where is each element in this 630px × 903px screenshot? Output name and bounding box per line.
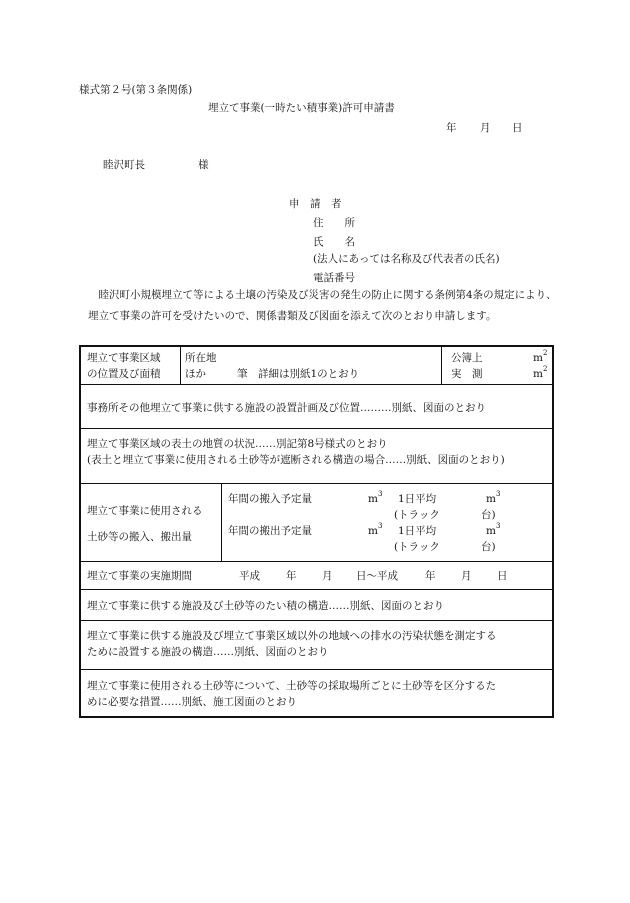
drainage-line1: 埋立て事業に供する施設及び埋立て事業区域以外の地域への排水の汚染状態を測定する: [87, 630, 497, 642]
daily-out-unit: $m^3$: [486, 522, 501, 537]
applicant-heading: 申 請 者: [289, 198, 342, 210]
period-month-end: 月: [461, 570, 472, 582]
pile-structure-text: 埋立て事業に供する施設及び土砂等のたい積の構造……別紙、図面のとおり: [87, 600, 444, 612]
applicant-corporate-note: (法人にあっては名称及び代表者の氏名): [313, 253, 500, 265]
truck-out-open: (トラック: [394, 541, 440, 553]
period-year-start: 年: [286, 570, 297, 582]
location-label-line1: 埋立て事業区域: [87, 352, 161, 364]
sorting-line2: めに必要な措置……別紙、施工図面のとおり: [87, 696, 297, 708]
truck-in-open: (トラック: [394, 509, 440, 521]
period-month-start: 月: [322, 570, 333, 582]
sorting-line1: 埋立て事業に使用される土砂等について、土砂等の採取場所ごとに土砂等を区分するた: [87, 680, 497, 692]
addressee-office: 睦沢町長: [103, 159, 145, 171]
drainage-line2: ために設置する施設の構造……別紙、図面のとおり: [87, 646, 329, 658]
annual-in-unit: $m^3$: [368, 490, 383, 505]
daily-in-label: 1日平均: [398, 493, 437, 505]
daily-out-label: 1日平均: [398, 525, 437, 537]
truck-in-close: 台): [481, 509, 496, 521]
column-divider: [221, 483, 222, 561]
period-era-start: 平成: [239, 570, 260, 582]
facility-plan-text: 事務所その他埋立て事業に供する施設の設置計画及び位置………別紙、図面のとおり: [87, 402, 486, 414]
period-day-end: 日: [497, 570, 508, 582]
daily-in-unit: $m^3$: [486, 490, 501, 505]
period-label: 埋立て事業の実施期間: [87, 570, 192, 582]
row-divider: [81, 669, 552, 670]
truck-out-close: 台): [481, 541, 496, 553]
topsoil-line2: (表土と埋立て事業に使用される土砂等が遮断される構造の場合……別紙、図面のとおり): [87, 454, 505, 466]
transport-label-line2: 土砂等の搬入、搬出量: [87, 531, 192, 543]
annual-in-label: 年間の搬入予定量: [228, 493, 312, 505]
location-detail-note: 詳細は別紙1のとおり: [258, 368, 360, 380]
annual-out-label: 年間の搬出予定量: [228, 525, 312, 537]
application-table: [79, 345, 554, 718]
intro-paragraph: 睦沢町小規模埋立て等による土壌の汚染及び災害の発生の防止に関する条例第4条の規定により、埋立て事業の許可を受けたいので、関係書類及び図面を添えて次のとおり申請します。: [88, 289, 557, 322]
applicant-name-label: 氏 名: [313, 236, 355, 248]
row-divider: [81, 384, 552, 385]
column-divider: [441, 347, 442, 384]
date-year-label: 年: [446, 122, 457, 134]
registry-area-label: 公簿上: [451, 352, 483, 364]
document-title: 埋立て事業(一時たい積事業)許可申請書: [208, 102, 395, 114]
addressee-honorific: 様: [198, 159, 209, 171]
applicant-address-label: 住 所: [313, 217, 355, 229]
date-day-label: 日: [512, 122, 523, 134]
location-label-line2: の位置及び面積: [87, 368, 161, 380]
form-number: 様式第２号(第３条関係): [79, 84, 193, 96]
date-month-label: 月: [480, 122, 491, 134]
column-divider: [180, 347, 181, 384]
row-divider: [81, 483, 552, 484]
annual-out-unit: $m^3$: [368, 522, 383, 537]
row-divider: [81, 561, 552, 562]
topsoil-line1: 埋立て事業区域の表土の地質の状況……別記第8号様式のとおり: [87, 438, 388, 450]
row-divider: [81, 589, 552, 590]
period-day-to: 日～平成: [356, 570, 398, 582]
period-year-end: 年: [425, 570, 436, 582]
row-divider: [81, 428, 552, 429]
location-other-label: ほか: [185, 368, 206, 380]
survey-area-unit: $m^2$: [533, 365, 548, 380]
registry-area-unit: $m^2$: [533, 349, 548, 364]
row-divider: [81, 620, 552, 621]
applicant-phone-label: 電話番号: [313, 272, 355, 284]
location-address-label: 所在地: [185, 352, 217, 364]
survey-area-label: 実 測: [451, 368, 483, 380]
transport-label-line1: 埋立て事業に使用される: [87, 505, 203, 517]
location-lots-label: 筆: [237, 368, 248, 380]
